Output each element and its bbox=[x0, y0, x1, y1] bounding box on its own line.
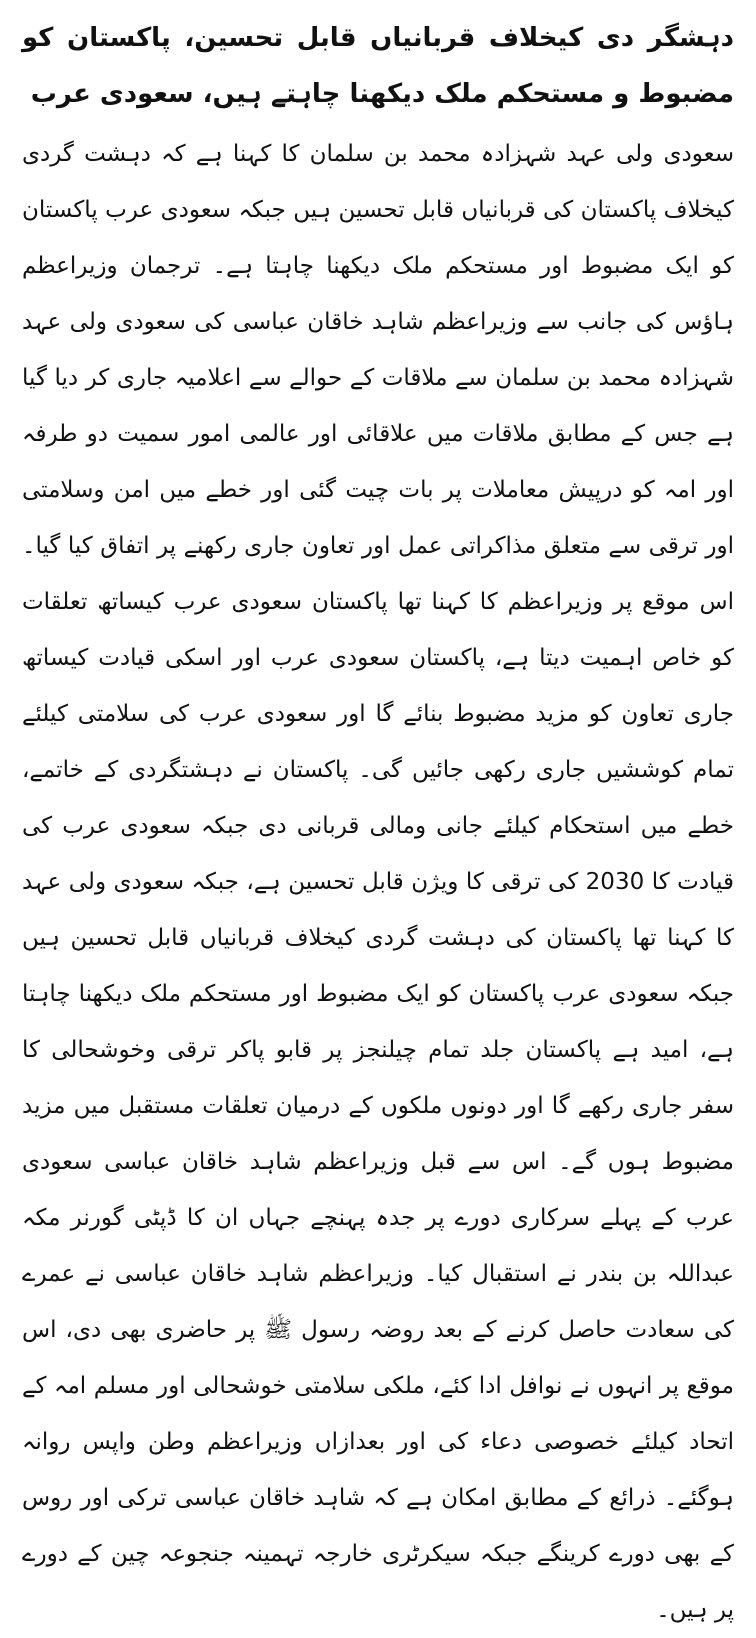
article-headline: دہشگر دی کیخلاف قربانیاں قابل تحسین، پاکستان کو مضبوط و مستحکم ملک دیکھنا چاہتے ہیں، سعودی عرب bbox=[22, 23, 734, 109]
article-body: سعودی ولی عہد شہزادہ محمد بن سلمان کا کہنا ہے کہ دہشت گردی کیخلاف پاکستان کی قربانیاں قابل تحسین ہیں جبکہ سعودی عرب پاکستان کو ایک مضبوط اور مستحکم ملک دیکھنا چاہتا ہے۔ ترجمان وزیراعظم ہاؤس کی جانب سے وزیراعظم شاہد خاقان عباسی کی سعودی ولی عہد شہزادہ محمد بن سلمان سے ملاقات کے حوالے سے اعلامیہ جاری کر دیا گیا ہے جس کے مطابق ملاقات میں علاقائی اور عالمی امور سمیت دو طرفہ اور امہ کو درپیش معاملات پر بات چیت گئی اور خطے میں امن وسلامتی اور ترقی سے متعلق مذاکراتی عمل اور تعاون جاری رکھنے پر اتفاق کیا گیا۔ اس موقع پر وزیراعظم کا کہنا تھا پاکستان سعودی عرب کیساتھ تعلقات کو خاص اہمیت دیتا ہے، پاکستان سعودی عرب اور اسکی قیادت کیساتھ جاری تعاون کو مزید مضبوط بنائے گا اور سعودی عرب کی سلامتی کیلئے تمام کوششیں جاری رکھی جائیں گی۔ پاکستان نے دہشتگردی کے خاتمے، خطے میں استحکام کیلئے جانی ومالی قربانی دی جبکہ سعودی عرب کی قیادت کا 2030 کی ترقی کا ویژن قابل تحسین ہے، جبکہ سعودی ولی عہد کا کہنا تھا پاکستان کی دہشت گردی کیخلاف قربانیاں قابل تحسین ہیں جبکہ سعودی عرب پاکستان کو ایک مضبوط اور مستحکم ملک دیکھنا چاہتا ہے، امید ہے پاکستان جلد تمام چیلنجز پر قابو پاکر ترقی وخوشحالی کا سفر جاری رکھے گا اور دونوں ملکوں کے درمیان تعلقات مستقبل میں مزید مضبوط ہوں گے۔ اس سے قبل وزیراعظم شاہد خاقان عباسی سعودی عرب کے پہلے سرکاری دورے پر جدہ پہنچے جہاں ان کا ڈپٹی گورنر مکہ عبداللہ بن بندر نے استقبال کیا۔ وزیراعظم شاہد خاقان عباسی نے عمرے کی سعادت حاصل کرنے کے بعد روضہ رسول ﷺ پر حاضری بھی دی، اس موقع پر انہوں نے نوافل ادا کئے، ملکی سلامتی خوشحالی اور مسلم امہ کے اتحاد کیلئے خصوصی دعاء کی اور بعدازاں وزیراعظم وطن واپس روانہ ہوگئے۔ ذرائع کے مطابق امکان ہے کہ شاہد خاقان عباسی ترکی اور روس کے بھی دورے کرینگے جبکہ سیکرٹری خارجہ تہمینہ جنجوعہ چین کے دورے پر ہیں۔ bbox=[22, 141, 735, 1623]
